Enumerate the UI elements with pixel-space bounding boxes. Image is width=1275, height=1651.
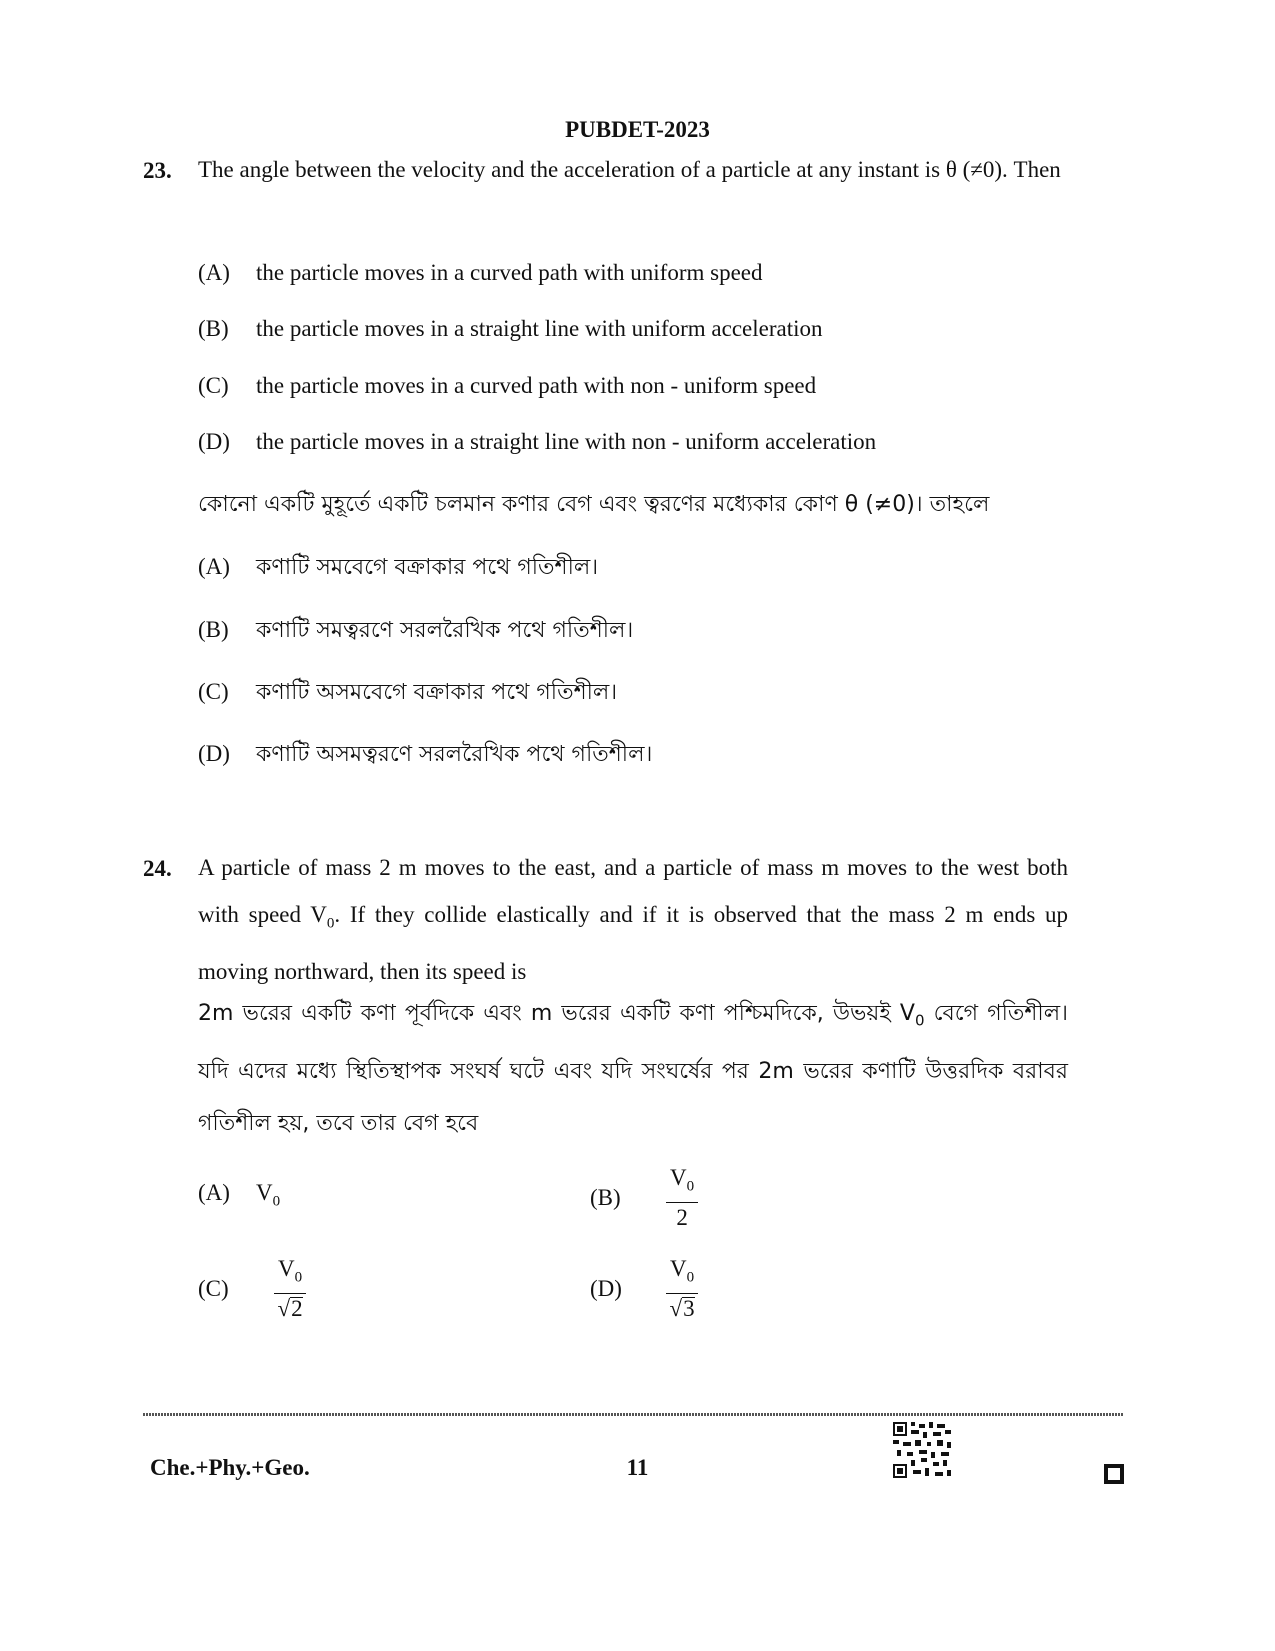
question-text-en: The angle between the velocity and the acceleration of a particle at any instant is θ (≠0). Then (198, 157, 1061, 182)
radicand: 3 (683, 1295, 695, 1321)
option-label: (D) (198, 429, 230, 454)
footer-subject: Che.+Phy.+Geo. (150, 1455, 310, 1480)
question-text-part: বেগে গতিশীল। যদি এদের মধ্যে স্থিতিস্থাপক সংঘর্ষ ঘটে এবং যদি সংঘর্ষের পর 2m ভরের কণাটি উত্তরদিক বরাবর গতিশীল হয়, তবে তার বেগ হবে (198, 1001, 1068, 1137)
fraction-numerator (666, 1165, 698, 1203)
fraction-denominator (274, 1294, 306, 1322)
question-text-en (198, 844, 1068, 995)
variable: V (670, 1256, 687, 1281)
confidential-strip (143, 1413, 1123, 1416)
option-text: কণাটি অসমবেগে বক্রাকার পথে গতিশীল। (256, 680, 618, 705)
option-text: কণাটি সমবেগে বক্রাকার পথে গতিশীল। (256, 555, 599, 580)
fraction-numerator (666, 1256, 698, 1294)
question-text-bn (198, 988, 1068, 1150)
option-text: কণাটি সমত্বরণে সরলরৈখিক পথে গতিশীল। (256, 618, 634, 643)
option-d-bn (198, 737, 652, 774)
fraction-denominator (666, 1294, 698, 1322)
option-label: (B) (198, 316, 229, 341)
question-text-part: A particle of mass 2 m moves to the east, and a particle of mass m moves to the west both with speed V (198, 855, 1068, 927)
fraction (274, 1256, 306, 1322)
fraction-numerator (274, 1256, 306, 1294)
option-label: (B) (590, 1184, 621, 1210)
option-text: কণাটি অসমত্বরণে সরলরৈখিক পথে গতিশীল। (256, 742, 653, 767)
option-label: (A) (198, 1180, 230, 1205)
option-c-bn (198, 675, 617, 712)
page-number: 11 (626, 1455, 649, 1480)
option-value (256, 1180, 281, 1210)
fraction-denominator: 2 (676, 1204, 688, 1230)
subscript: 0 (326, 915, 335, 932)
subscript: 0 (272, 1193, 281, 1210)
option-d (590, 1256, 698, 1322)
subscript: 0 (686, 1269, 695, 1286)
sqrt-symbol: √ (277, 1295, 291, 1321)
option-text: the particle moves in a straight line with non - uniform acceleration (256, 429, 877, 454)
option-label: (A) (198, 260, 230, 285)
qr-code-icon (893, 1422, 951, 1478)
option-label: (D) (198, 741, 230, 766)
option-c (198, 1256, 306, 1322)
subscript: 0 (294, 1269, 303, 1286)
fraction (666, 1256, 698, 1322)
sqrt-symbol: √ (669, 1295, 683, 1321)
question-text-part: . If they collide elastically and if it is observed that the mass 2 m ends up moving northward, then its speed is (198, 902, 1068, 984)
option-a (198, 1180, 280, 1211)
option-label: (C) (198, 373, 229, 398)
page-title: PUBDET-2023 (565, 117, 710, 142)
option-text: the particle moves in a curved path with uniform speed (256, 260, 763, 285)
option-b-en (198, 316, 823, 342)
question-text-part: 2m ভরের একটি কণা পূর্বদিকে এবং m ভরের একটি কণা পশ্চিমদিকে, উভয়ই V (198, 1001, 915, 1026)
variable: V (670, 1165, 687, 1190)
option-d-en (198, 429, 876, 455)
option-label: (A) (198, 554, 230, 579)
subscript: 0 (686, 1178, 695, 1195)
option-c-en (198, 373, 816, 399)
option-b-bn (198, 613, 633, 650)
variable: V (256, 1180, 273, 1205)
option-text: the particle moves in a curved path with non - uniform speed (256, 373, 817, 398)
option-a-bn (198, 550, 598, 587)
marker-square-icon (1104, 1464, 1124, 1484)
question-number: 23. (143, 158, 172, 183)
subscript: 0 (914, 1011, 925, 1030)
option-label: (C) (198, 679, 229, 704)
question-text-bn: কোনো একটি মুহূর্তে একটি চলমান কণার বেগ এবং ত্বরণের মধ্যেকার কোণ θ (≠0)। তাহলে (198, 492, 990, 517)
variable: V (278, 1256, 295, 1281)
radicand: 2 (291, 1295, 303, 1321)
option-label: (C) (198, 1275, 229, 1301)
option-text: the particle moves in a straight line with uniform acceleration (256, 316, 823, 341)
question-number: 24. (143, 856, 172, 881)
option-a-en (198, 260, 762, 286)
option-b (590, 1165, 698, 1231)
option-label: (D) (590, 1275, 622, 1301)
fraction (666, 1165, 698, 1231)
option-label: (B) (198, 617, 229, 642)
